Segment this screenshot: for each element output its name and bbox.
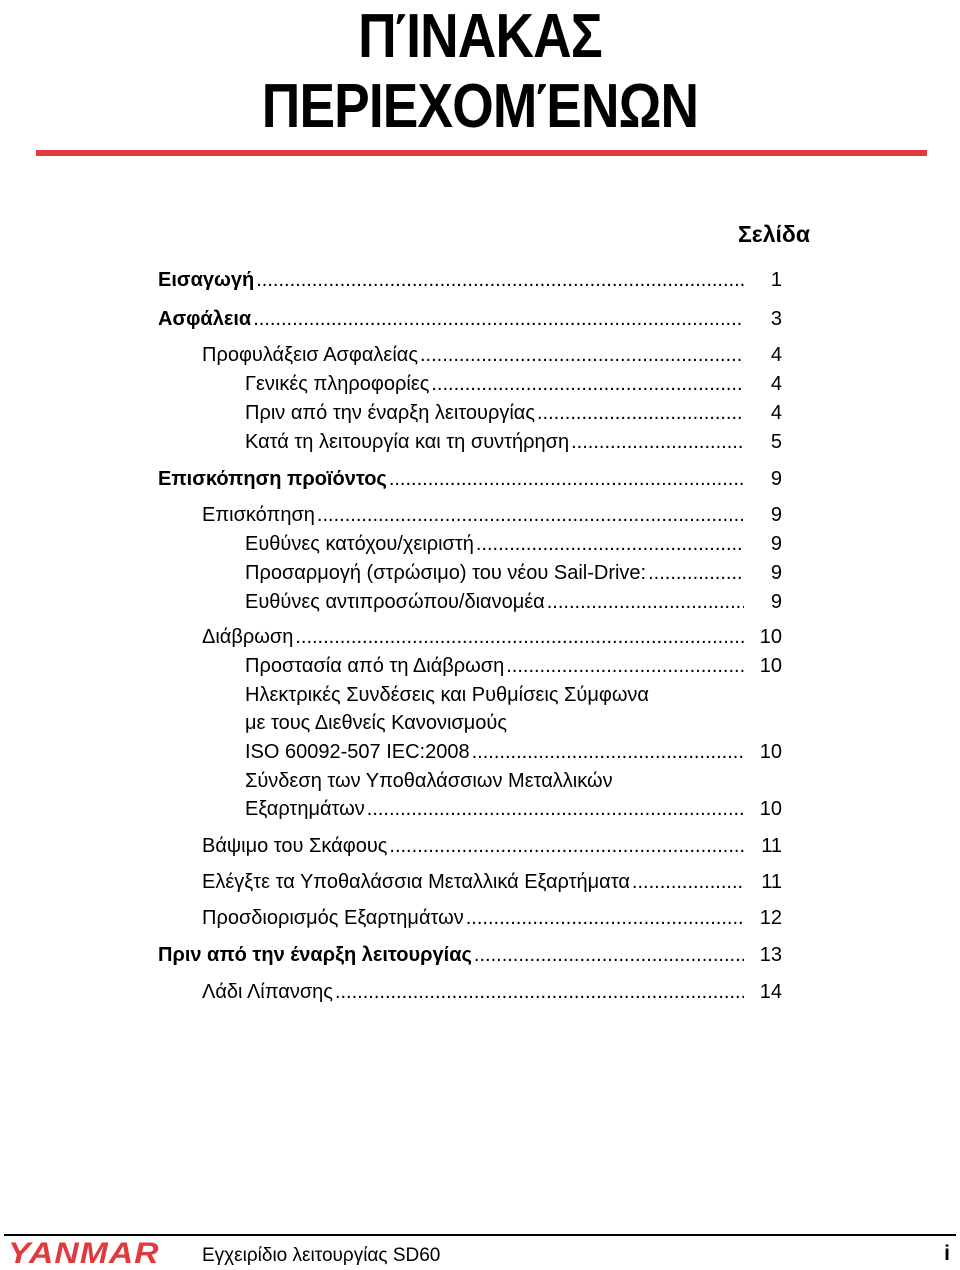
toc-page-number: 9 bbox=[770, 562, 782, 584]
toc-entry-bonding-line-1[interactable]: Σύνδεση των Υποθαλάσσιων Μεταλλικών bbox=[245, 770, 613, 792]
toc-entry-text: Εισαγωγή bbox=[158, 269, 255, 291]
toc-entry-component-identification[interactable] bbox=[202, 906, 782, 930]
toc-page-number: 3 bbox=[770, 308, 782, 330]
footer-manual-title: Εγχειρίδιο λειτουργίας SD60 bbox=[202, 1245, 441, 1266]
toc-leader-dots bbox=[389, 834, 744, 858]
toc-entry-lubricating-oil[interactable] bbox=[202, 980, 782, 1004]
toc-entry-text: Γενικές πληροφορίες bbox=[245, 373, 430, 395]
toc-entry-text: Πριν από την έναρξη λειτουργίας bbox=[158, 944, 472, 966]
toc-leader-dots bbox=[466, 906, 744, 930]
toc-entry-safety[interactable] bbox=[158, 307, 782, 331]
toc-entry-text: Επισκόπηση bbox=[202, 504, 315, 526]
toc-page-number: 5 bbox=[770, 431, 782, 453]
toc-page-number: 9 bbox=[770, 468, 782, 490]
toc-entry-text: Κατά τη λειτουργία και τη συντήρηση bbox=[245, 431, 570, 453]
toc-page-number: 12 bbox=[759, 907, 782, 929]
toc-page-number: 14 bbox=[759, 981, 782, 1003]
toc-leader-dots bbox=[472, 740, 744, 764]
toc-entry-corrosion-protection[interactable] bbox=[245, 654, 782, 678]
toc-page-number: 4 bbox=[770, 344, 782, 366]
toc-leader-dots bbox=[295, 625, 744, 649]
toc-entry-check-underwater-metal[interactable] bbox=[202, 870, 782, 894]
toc-entry-painting[interactable] bbox=[202, 834, 782, 858]
toc-entry-bonding[interactable] bbox=[245, 797, 782, 821]
toc-leader-dots bbox=[648, 561, 744, 585]
toc-entry-during-operation[interactable] bbox=[245, 430, 782, 454]
toc-leader-dots bbox=[632, 870, 744, 894]
toc-entry-electrical-connections[interactable] bbox=[245, 740, 782, 764]
toc-page-number: 13 bbox=[759, 944, 782, 966]
toc-page-number: 10 bbox=[759, 798, 782, 820]
toc-entry-before-starting[interactable] bbox=[158, 943, 782, 967]
page-column-label: Σελίδα bbox=[738, 221, 810, 247]
toc-entry-text: Διάβρωση bbox=[202, 626, 294, 648]
toc-leader-dots bbox=[431, 372, 744, 396]
toc-page-number: 10 bbox=[759, 741, 782, 763]
toc-page-number: 10 bbox=[759, 626, 782, 648]
toc-entry-text: Βάψιμο του Σκάφους bbox=[202, 835, 388, 857]
footer-divider bbox=[4, 1234, 956, 1236]
toc-page-number: 9 bbox=[770, 533, 782, 555]
toc-leader-dots bbox=[571, 430, 744, 454]
toc-page-number: 4 bbox=[770, 373, 782, 395]
toc-page-number: 11 bbox=[761, 871, 782, 893]
toc-leader-dots bbox=[256, 268, 744, 292]
toc-entry-safety-precautions[interactable] bbox=[202, 343, 782, 367]
toc-entry-text: Ελέγξτε τα Υποθαλάσσια Μεταλλικά Εξαρτήματα bbox=[202, 871, 630, 893]
toc-entry-text: Προσαρμογή (στρώσιμο) του νέου Sail-Drive: bbox=[245, 562, 647, 584]
toc-leader-dots bbox=[420, 343, 744, 367]
toc-entry-text: Εξαρτημάτων bbox=[245, 798, 365, 820]
toc-entry-introduction[interactable] bbox=[158, 268, 782, 292]
toc-entry-text: Ασφάλεια bbox=[158, 308, 252, 330]
toc-entry-product-overview[interactable] bbox=[158, 467, 782, 491]
toc-leader-dots bbox=[317, 503, 744, 527]
toc-leader-dots bbox=[253, 307, 744, 331]
page-title-line-2: ΠΕΡΙΕΧΟΜΈΝΩΝ bbox=[261, 72, 699, 141]
toc-leader-dots bbox=[389, 467, 744, 491]
toc-leader-dots bbox=[547, 590, 744, 614]
toc-page-number: 10 bbox=[759, 655, 782, 677]
toc-entry-text: Προσδιορισμός Εξαρτημάτων bbox=[202, 907, 464, 929]
toc-page-number: 4 bbox=[770, 402, 782, 424]
toc-entry-text: Πριν από την έναρξη λειτουργίας bbox=[245, 402, 535, 424]
toc-entry-text: Προστασία από τη Διάβρωση bbox=[245, 655, 505, 677]
toc-leader-dots bbox=[476, 532, 744, 556]
toc-entry-corrosion[interactable] bbox=[202, 625, 782, 649]
toc-entry-text: Επισκόπηση προϊόντος bbox=[158, 468, 387, 490]
toc-entry-electrical-line-2[interactable]: με τους Διεθνείς Κανονισμούς bbox=[245, 712, 507, 734]
toc-entry-owner-responsibilities[interactable] bbox=[245, 532, 782, 556]
toc-entry-dealer-responsibilities[interactable] bbox=[245, 590, 782, 614]
toc-page-number: 9 bbox=[770, 504, 782, 526]
toc-page-number: 9 bbox=[770, 591, 782, 613]
toc-page-number: 11 bbox=[761, 835, 782, 857]
toc-leader-dots bbox=[537, 401, 744, 425]
toc-entry-general-info[interactable] bbox=[245, 372, 782, 396]
toc-entry-text: Προφυλάξεισ Ασφαλείας bbox=[202, 344, 418, 366]
toc-entry-break-in[interactable] bbox=[245, 561, 782, 585]
title-divider bbox=[36, 150, 927, 156]
toc-leader-dots bbox=[506, 654, 744, 678]
toc-entry-before-operation[interactable] bbox=[245, 401, 782, 425]
toc-entry-text: Ευθύνες κατόχου/χειριστή bbox=[245, 533, 474, 555]
toc-leader-dots bbox=[474, 943, 744, 967]
toc-leader-dots bbox=[335, 980, 744, 1004]
toc-entry-text: Ευθύνες αντιπροσώπου/διανομέα bbox=[245, 591, 545, 613]
footer-page-number: i bbox=[944, 1242, 950, 1265]
toc-leader-dots bbox=[367, 797, 744, 821]
toc-entry-text: ISO 60092-507 IEC:2008 bbox=[245, 741, 470, 763]
toc-page-number: 1 bbox=[770, 269, 782, 291]
yanmar-logo-icon: YANMAR bbox=[8, 1237, 160, 1270]
toc-entry-text: Λάδι Λίπανσης bbox=[202, 981, 333, 1003]
toc-entry-electrical-line-1[interactable]: Ηλεκτρικές Συνδέσεις και Ρυθμίσεις Σύμφωνα bbox=[245, 684, 649, 706]
page-title-line-1: ΠΊΝΑΚΑΣ bbox=[358, 2, 602, 71]
toc-entry-overview[interactable] bbox=[202, 503, 782, 527]
